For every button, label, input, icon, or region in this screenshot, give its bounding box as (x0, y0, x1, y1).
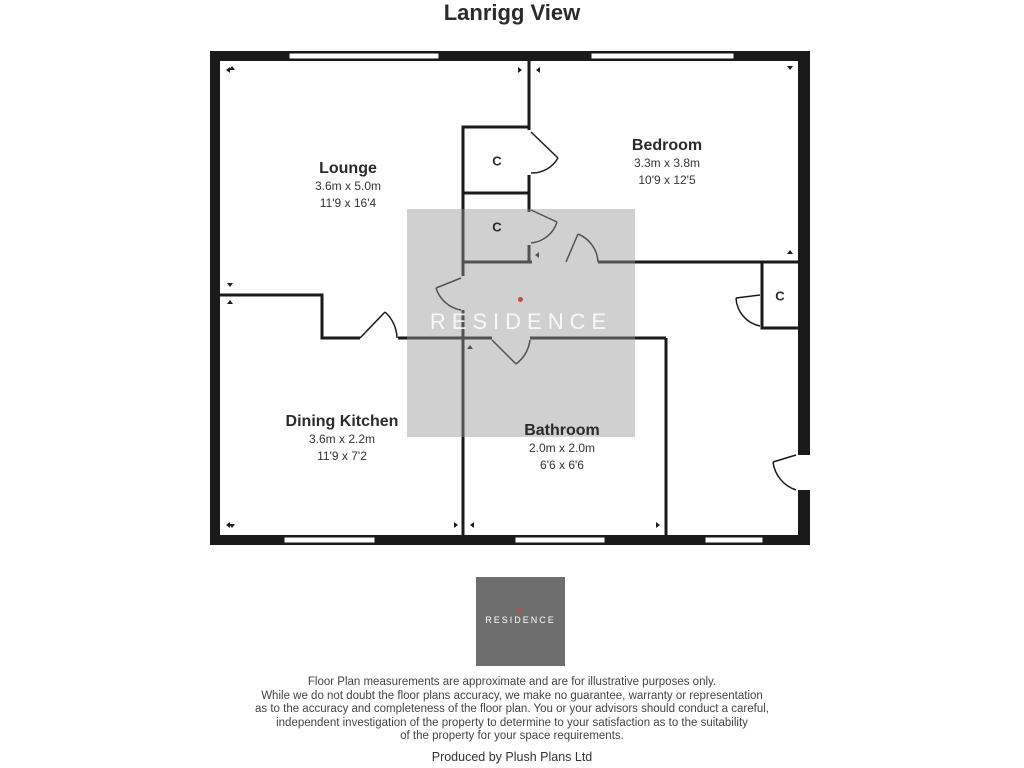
watermark-text: RESIDENCE (429, 309, 613, 334)
room-imperial: 10'9 x 12'5 (638, 173, 696, 187)
cupboard-label: C (775, 288, 785, 304)
room-metric: 3.6m x 5.0m (314, 179, 382, 193)
room-name: Dining Kitchen (285, 413, 399, 430)
room-bedroom (632, 137, 702, 189)
logo-text: RESIDENCE (485, 615, 556, 625)
room-name: Lounge (319, 160, 377, 177)
watermark-dot (518, 297, 523, 302)
logo-dot (518, 608, 522, 612)
residence-logo (476, 577, 565, 666)
room-dining-kitchen (286, 413, 399, 465)
cupboard-label: C (492, 219, 502, 235)
disclaimer-line: as to the accuracy and completeness of the floor plan. You or your advisors should conduct a careful, (255, 703, 769, 715)
room-imperial: 11'9 x 16'4 (319, 196, 377, 210)
plan-title: Lanrigg View (443, 0, 581, 25)
disclaimer (212, 676, 812, 744)
disclaimer-line: of the property for your space requirements. (400, 730, 624, 742)
room-metric: 2.0m x 2.0m (528, 441, 596, 455)
disclaimer-line: independent investigation of the property to determine to your satisfaction as to the suitability (276, 716, 748, 729)
room-name: Bathroom (524, 422, 600, 439)
disclaimer-line: Floor Plan measurements are approximate and are for illustrative purposes only. (307, 676, 717, 688)
room-bathroom (524, 422, 600, 474)
room-lounge (315, 160, 381, 212)
produced-by: Produced by Plush Plans Ltd (431, 750, 593, 764)
room-metric: 3.3m x 3.8m (633, 156, 701, 170)
residence-watermark (407, 209, 635, 437)
disclaimer-line: While we do not doubt the floor plans accuracy, we make no guarantee, warranty or representation (261, 689, 763, 702)
room-imperial: 6'6 x 6'6 (540, 458, 584, 472)
cupboard-label: C (492, 153, 502, 169)
room-metric: 3.6m x 2.2m (308, 432, 376, 446)
room-name: Bedroom (631, 137, 703, 154)
room-imperial: 11'9 x 7'2 (317, 449, 367, 463)
